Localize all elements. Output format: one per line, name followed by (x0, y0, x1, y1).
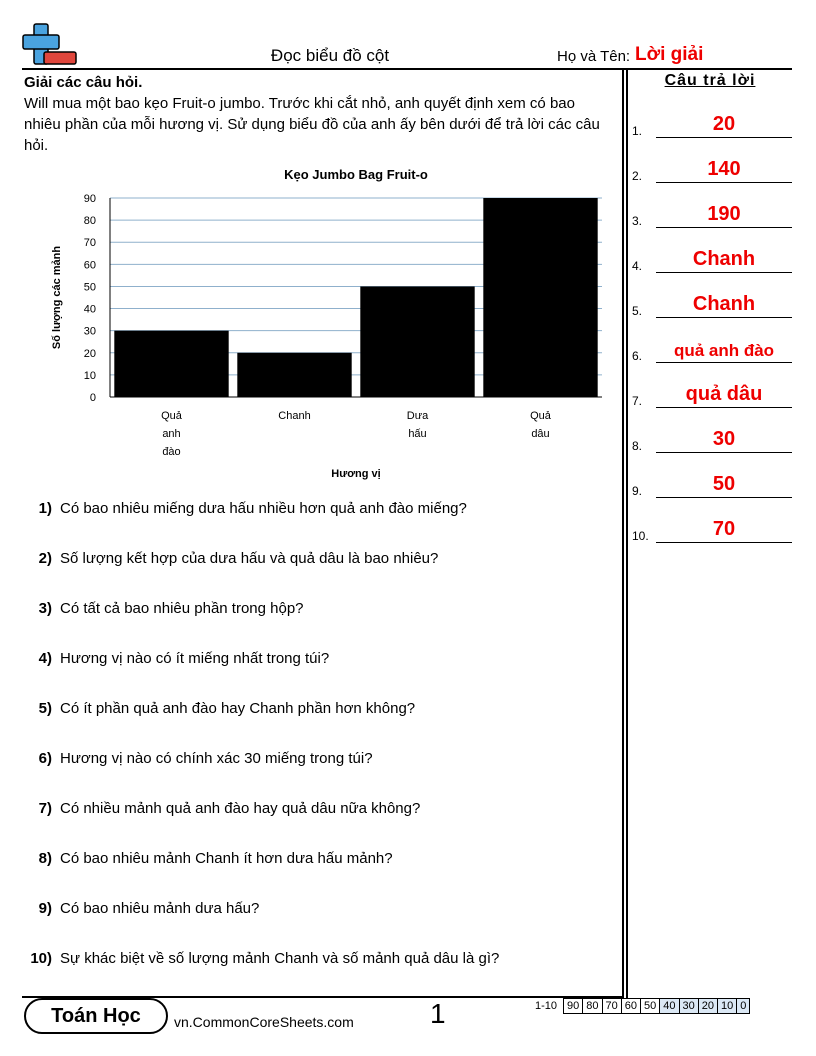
answer-value: quả dâu (685, 383, 763, 405)
y-tick-label: 0 (89, 392, 96, 404)
x-tick-label: Quả (161, 410, 182, 422)
x-tick-label: Dưa (406, 410, 429, 422)
answer-line (656, 497, 792, 498)
question-6 (24, 750, 614, 767)
question-number: 7) (38, 800, 52, 817)
top-rule (22, 68, 792, 70)
question-text: Hương vị nào có ít miếng nhất trong túi? (60, 650, 330, 667)
answer-value: 50 (712, 473, 736, 495)
y-tick-label: 60 (83, 259, 96, 272)
question-2 (24, 550, 614, 567)
question-text: Sự khác biệt về số lượng mảnh Chanh và số mảnh quả dâu là gì? (60, 950, 500, 967)
y-tick-label: 50 (83, 281, 96, 294)
x-axis-label: Hương vị (331, 468, 381, 480)
instructions (24, 72, 614, 156)
answer-line (656, 542, 792, 543)
question-number: 4) (38, 650, 52, 667)
y-axis-label: Số lượng các mảnh (51, 245, 63, 350)
score-cell: 60 (621, 999, 640, 1014)
answer-number: 2. (632, 169, 643, 183)
name-value: Lời giải (635, 44, 704, 65)
answer-line (656, 452, 792, 453)
instructions-text: Will mua một bao kẹo Fruit-o jumbo. Trước khi cắt nhỏ, anh quyết định xem có bao nhiêu phần của mỗi hương vị. Sử dụng biểu đồ của anh ấy bên dưới để trả lời các câu hỏi. (24, 95, 600, 154)
answer-row-5 (632, 294, 792, 318)
score-cell: 80 (583, 999, 602, 1014)
question-number: 5) (38, 700, 52, 717)
answer-number: 7. (632, 394, 643, 408)
score-cell: 90 (564, 999, 583, 1014)
worksheet-title: Đọc biểu đồ cột (270, 46, 390, 65)
answer-number: 9. (632, 484, 643, 498)
y-tick-label: 70 (83, 237, 96, 250)
question-text: Có ít phần quả anh đào hay Chanh phần hơn không? (60, 700, 416, 717)
x-tick-label: Chanh (278, 410, 311, 422)
answer-value: Chanh (692, 293, 756, 315)
question-number: 6) (38, 750, 52, 767)
answer-value: 140 (707, 158, 741, 180)
y-tick-label: 30 (83, 325, 96, 338)
answer-value: Chanh (692, 248, 756, 270)
x-tick-label: đào (162, 446, 181, 458)
score-cell: 50 (641, 999, 660, 1014)
y-tick-label: 80 (83, 215, 96, 228)
answer-line (656, 227, 792, 228)
answer-number: 1. (632, 124, 643, 138)
x-tick-label: dâu (531, 428, 550, 440)
bar-2 (237, 353, 351, 397)
answer-value: 190 (707, 203, 741, 225)
bar-4 (483, 198, 597, 397)
y-tick-label: 90 (83, 193, 96, 205)
question-number: 2) (38, 550, 52, 567)
site-url[interactable]: vn.CommonCoreSheets.com (174, 1014, 354, 1030)
answer-divider-2 (626, 68, 628, 998)
question-3 (24, 600, 614, 617)
question-text: Có bao nhiêu miếng dưa hấu nhiều hơn quả anh đào miếng? (60, 500, 467, 517)
y-tick-label: 20 (83, 347, 96, 360)
score-table (532, 998, 750, 1014)
score-cell: 0 (737, 999, 750, 1014)
question-7 (24, 800, 614, 817)
answer-row-3 (632, 204, 792, 228)
question-text: Có tất cả bao nhiêu phần trong hộp? (60, 600, 304, 617)
answer-number: 10. (632, 529, 649, 543)
page-number: 1 (430, 998, 446, 1029)
answer-value: 30 (712, 428, 736, 450)
answer-line (656, 182, 792, 183)
question-4 (24, 650, 614, 667)
question-5 (24, 700, 614, 717)
y-tick-label: 10 (83, 369, 96, 382)
answers-heading: Câu trả lời (664, 72, 756, 89)
question-number: 1) (38, 500, 52, 517)
question-text: Có nhiều mảnh quả anh đào hay quả dâu nữa không? (60, 800, 421, 817)
bar-chart (40, 160, 620, 490)
answer-number: 8. (632, 439, 643, 453)
answer-row-4 (632, 249, 792, 273)
answer-number: 5. (632, 304, 643, 318)
bar-3 (360, 286, 474, 397)
x-tick-label: hấu (408, 428, 427, 440)
answer-line (656, 362, 792, 363)
score-cell: 70 (602, 999, 621, 1014)
answer-row-7 (632, 384, 792, 408)
x-tick-label: anh (162, 428, 181, 440)
answer-divider (622, 68, 624, 998)
bar-1 (114, 331, 228, 397)
question-text: Hương vị nào có chính xác 30 miếng trong túi? (60, 750, 373, 767)
answer-row-6 (632, 339, 792, 363)
question-1 (24, 500, 614, 517)
score-cell: 40 (660, 999, 679, 1014)
question-9 (24, 900, 614, 917)
chart-title: Kẹo Jumbo Bag Fruit-o (284, 167, 428, 182)
y-tick-label: 40 (83, 303, 96, 316)
answer-row-8 (632, 429, 792, 453)
answer-line (656, 272, 792, 273)
answer-value: 20 (712, 113, 736, 135)
question-10 (24, 950, 614, 967)
question-text: Có bao nhiêu mảnh Chanh ít hơn dưa hấu mảnh? (60, 850, 393, 867)
score-cell: 30 (679, 999, 698, 1014)
answer-line (656, 407, 792, 408)
question-number: 9) (38, 900, 52, 917)
question-number: 10) (30, 950, 52, 967)
answer-number: 6. (632, 349, 643, 363)
question-8 (24, 850, 614, 867)
answer-row-10 (632, 519, 792, 543)
question-text: Số lượng kết hợp của dưa hấu và quả dâu là bao nhiêu? (60, 550, 439, 567)
score-cell: 20 (698, 999, 717, 1014)
answer-row-9 (632, 474, 792, 498)
answer-row-2 (632, 159, 792, 183)
answer-line (656, 317, 792, 318)
answer-line (656, 137, 792, 138)
question-text: Có bao nhiêu mảnh dưa hấu? (60, 900, 260, 917)
question-number: 3) (38, 600, 52, 617)
instructions-heading: Giải các câu hỏi. (24, 74, 143, 91)
math-plus-minus-logo (22, 22, 78, 68)
answer-row-1 (632, 114, 792, 138)
x-tick-label: Quả (530, 410, 551, 422)
question-number: 8) (38, 850, 52, 867)
brand-badge: Toán Học (24, 998, 168, 1034)
answer-number: 3. (632, 214, 643, 228)
score-cell: 10 (718, 999, 737, 1014)
answer-value: quả anh đào (673, 341, 775, 360)
answer-number: 4. (632, 259, 643, 273)
answer-value: 70 (712, 518, 736, 540)
name-label: Họ và Tên: (557, 48, 631, 65)
score-label: 1-10 (535, 1000, 558, 1012)
